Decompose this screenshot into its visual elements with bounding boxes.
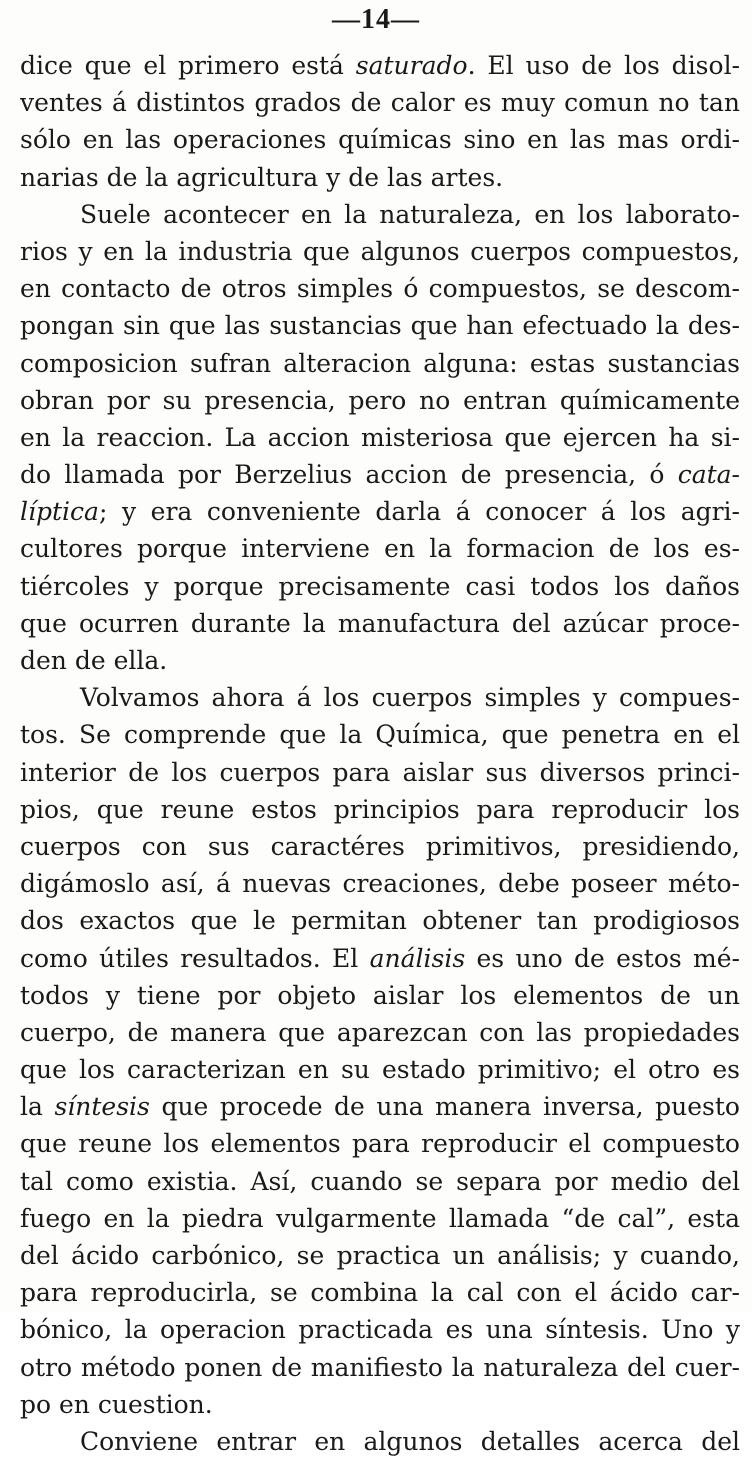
text-line (20, 1088, 740, 1125)
text-segment: para reproducirla, se combina la cal con el ácido car- (20, 1278, 740, 1308)
text-line (20, 345, 740, 382)
text-segment: Volvamos ahora á los cuerpos simples y compues- (80, 683, 740, 713)
text-line (20, 47, 740, 84)
text-segment: . El uso de los disol- (467, 51, 740, 80)
text-segment: dos exactos que le permitan obtener tan prodigiosos (20, 906, 740, 936)
text-line (20, 419, 740, 456)
text-line (20, 530, 740, 567)
text-segment: fuego en la piedra vulgarmente llamada “de cal”, esta (20, 1203, 740, 1233)
text-line (20, 1237, 740, 1274)
text-segment: pios, que reune estos principios para reproducir los (20, 794, 740, 824)
text-line (20, 493, 740, 530)
text-line (20, 1311, 740, 1348)
text-line (20, 642, 740, 679)
text-segment: cuerpo, de manera que aparezcan con las propiedades (20, 1017, 740, 1047)
text-line (20, 1163, 740, 1200)
text-segment: la (20, 1092, 55, 1122)
text-segment: Conviene entrar en algunos detalles acerca del (80, 1426, 740, 1456)
text-line (20, 456, 740, 493)
text-segment: do llamada por Berzelius accion de presencia, ó (20, 460, 678, 490)
text-line (20, 1386, 740, 1423)
text-segment: otro método ponen de manifiesto la naturaleza del cuer- (20, 1352, 740, 1382)
text-line (20, 307, 740, 344)
text-segment: cultores porque interviene en la formacion de los es- (20, 534, 740, 564)
text-segment: bónico, la operacion practicada es una síntesis. Uno y (20, 1315, 740, 1345)
text-segment: tos. Se comprende que la Química, que penetra en el (20, 720, 740, 750)
text-segment: pongan sin que las sustancias que han efectuado la des- (20, 311, 740, 341)
text-line (20, 1423, 740, 1460)
text-segment: po en cuestion. (20, 1389, 213, 1419)
text-segment: rios y en la industria que algunos cuerpos compuestos, (20, 236, 740, 266)
italic-text: cata- (677, 460, 740, 490)
text-line (20, 679, 740, 716)
text-segment: obran por su presencia, pero no entran químicamente (20, 385, 740, 415)
text-line (20, 902, 740, 939)
page-number: —14— (332, 4, 420, 35)
text-line (20, 121, 740, 158)
text-line (20, 1349, 740, 1386)
text-segment: que ocurren durante la manufactura del azúcar proce- (20, 608, 740, 638)
text-segment: tal como existia. Así, cuando se separa por medio del (20, 1166, 740, 1196)
text-line (20, 84, 740, 121)
italic-text: saturado (355, 51, 468, 80)
text-line (20, 568, 740, 605)
text-line (20, 754, 740, 791)
text-segment: en la reaccion. La accion misteriosa que ejercen ha si- (20, 422, 740, 452)
text-segment: digámoslo así, á nuevas creaciones, debe poseer méto- (20, 869, 740, 899)
text-segment: que los caracterizan en su estado primitivo; el otro es (20, 1055, 740, 1085)
text-segment: composicion sufran alteracion alguna: estas sustancias (20, 348, 740, 378)
text-line (20, 865, 740, 902)
text-segment: dice que el primero está (20, 51, 356, 80)
text-segment: den de ella. (20, 646, 168, 675)
text-segment: narias de la agricultura y de las artes. (20, 162, 504, 192)
text-line (20, 716, 740, 753)
text-segment: sólo en las operaciones químicas sino en las mas ordi- (20, 125, 740, 155)
text-line (20, 940, 740, 977)
text-line (20, 270, 740, 307)
text-line (20, 605, 740, 642)
text-line (20, 977, 740, 1014)
text-segment: interior de los cuerpos para aislar sus diversos princi- (20, 757, 740, 787)
text-segment: es uno de estos mé- (465, 943, 740, 973)
text-segment: que procede de una manera inversa, puesto (149, 1092, 740, 1122)
text-segment: todos y tiene por objeto aislar los elementos de un (20, 980, 740, 1010)
text-segment: ; y era conveniente darla á conocer á los agri- (98, 497, 740, 527)
body-text (20, 47, 740, 1460)
text-line (20, 1051, 740, 1088)
text-line (20, 1274, 740, 1311)
text-segment: Suele acontecer en la naturaleza, en los laborato- (80, 199, 740, 229)
text-line (20, 382, 740, 419)
italic-text: análisis (369, 943, 466, 973)
text-line (20, 791, 740, 828)
text-segment: cuerpos con sus caractéres primitivos, presidiendo, (20, 831, 740, 861)
text-segment: ventes á distintos grados de calor es muy comun no tan (20, 88, 740, 118)
text-segment: que reune los elementos para reproducir el compuesto (20, 1129, 740, 1159)
italic-text: líptica (20, 497, 99, 527)
text-line (20, 1014, 740, 1051)
text-line (20, 1125, 740, 1162)
text-segment: en contacto de otros simples ó compuestos, se descom- (20, 274, 740, 304)
text-line (20, 159, 740, 196)
text-line (20, 233, 740, 270)
text-segment: del ácido carbónico, se practica un análisis; y cuando, (20, 1241, 740, 1270)
text-line (20, 196, 740, 233)
text-line (20, 1200, 740, 1237)
text-segment: como útiles resultados. El (20, 943, 370, 973)
text-line (20, 828, 740, 865)
italic-text: síntesis (54, 1092, 150, 1122)
text-segment: tiércoles y porque precisamente casi todos los daños (20, 571, 740, 601)
